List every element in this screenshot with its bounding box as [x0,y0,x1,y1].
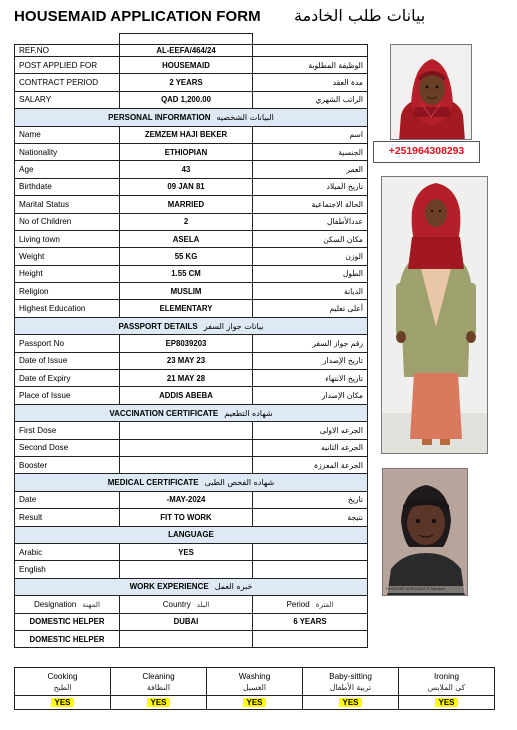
height-row [15,265,368,282]
medical-result-row [15,509,368,526]
field-label-ar: تاريخ الإصدار [253,352,368,369]
skill-ironing-value: YES [435,698,457,707]
contract-label-ar: مدة العقد [253,74,368,91]
field-value: MARRIED [120,196,253,213]
english-row [15,561,368,578]
application-table [14,33,368,648]
field-label-ar: الديانة [253,283,368,300]
field-label-ar: الجنسية [253,143,368,160]
passport-title-ar: بيانات جواز السفر [203,321,264,331]
field-label-ar: تاريخ الانتهاء [253,370,368,387]
salary-label: SALARY [15,91,120,108]
field-value: 55 KG [120,248,253,265]
education-row [15,300,368,317]
work-period: 6 YEARS [253,613,368,630]
skill-washing-value: YES [243,698,265,707]
field-label: First Dose [15,422,120,439]
personal-title-ar: البيانات الشخصيه [216,112,274,122]
field-label-ar: الطول [253,265,368,282]
arabic-row [15,543,368,560]
skill-cleaning: Cleaning النظافة [111,668,207,696]
vaccination-title: VACCINATION CERTIFICATE [109,408,219,418]
field-value [120,456,253,473]
medical-date-row [15,491,368,508]
field-label-ar: الجرعه الاولى [253,422,368,439]
field-value: YES [120,543,253,560]
field-label: Place of Issue [15,387,120,404]
ref-label: REF.NO [15,45,120,57]
skills-labels-row [15,668,495,696]
field-label-ar: رقم جواز السفر [253,335,368,352]
salary-value: QAD 1,200.00 [120,91,253,108]
field-label: Booster [15,456,120,473]
vaccination-section-header [15,404,368,421]
field-value: 2 [120,213,253,230]
contract-row [15,74,368,91]
field-label-ar: الجرعة المعززة [253,456,368,473]
vaccination-title-ar: شهاده التطعيم [224,408,273,418]
field-label: Height [15,265,120,282]
skill-cooking-value: YES [51,698,73,707]
passport-photo-caption: PASSPORT APPLICANT'S Signature [386,587,446,591]
skills-values-row [15,696,495,710]
portrait-photo-image [391,45,472,140]
language-title: LANGUAGE [15,526,368,543]
field-label: Date of Expiry [15,370,120,387]
work-header-designation: Designation المهنة [15,596,120,613]
nationality-row [15,143,368,160]
work-header-period: Period الفترة [253,596,368,613]
expiry-date-row [15,370,368,387]
field-label-ar: تاريخ [253,491,368,508]
salary-row [15,91,368,108]
skill-cooking: Cooking الطبخ [15,668,111,696]
field-value: 09 JAN 81 [120,178,253,195]
full-body-photo [381,176,488,454]
field-label: Second Dose [15,439,120,456]
field-label-ar: مكان السكن [253,230,368,247]
children-row [15,213,368,230]
field-label-ar: الحالة الاجتماعية [253,196,368,213]
field-value: 23 MAY 23 [120,352,253,369]
field-value [120,561,253,578]
work-period [253,630,368,647]
field-value: ASELA [120,230,253,247]
field-value: EP8039203 [120,335,253,352]
field-label-ar: العمر [253,161,368,178]
ref-value: AL-EEFA/464/24 [120,45,253,57]
skill-baby-sitting: Baby-sitting تربية الأطفال [303,668,399,696]
field-label-ar: نتيجة [253,509,368,526]
field-label: Highest Education [15,300,120,317]
field-label: Passport No [15,335,120,352]
field-label: Result [15,509,120,526]
contract-label: CONTRACT PERIOD [15,74,120,91]
field-label: Nationality [15,143,120,160]
contract-value: 2 YEARS [120,74,253,91]
personal-section-header [15,109,368,126]
post-label-ar: الوظيفة المطلوبة [253,57,368,74]
skill-cleaning-value: YES [147,698,169,707]
passport-title: PASSPORT DETAILS [118,321,198,331]
field-label: Age [15,161,120,178]
second-dose-row [15,439,368,456]
portrait-photo [390,44,472,140]
skill-ironing: Ironing كى الملابس [399,668,495,696]
form-title-arabic: بيانات طلب الخادمة [294,6,426,25]
field-label: Weight [15,248,120,265]
age-row [15,161,368,178]
ref-row [15,45,368,57]
work-header-row [15,596,368,613]
religion-row [15,283,368,300]
language-section-header [15,526,368,543]
work-title-ar: خبره العمل [214,582,253,592]
post-label: POST APPLIED FOR [15,57,120,74]
field-label: Marital Status [15,196,120,213]
field-value: 43 [120,161,253,178]
birthdate-row [15,178,368,195]
field-value: ZEMZEM HAJI BEKER [120,126,253,143]
issue-place-row [15,387,368,404]
work-country [120,630,253,647]
field-label: Date [15,491,120,508]
field-value: 21 MAY 28 [120,370,253,387]
field-label-ar: مكان الإصدار [253,387,368,404]
field-label: No of Children [15,213,120,230]
field-label-ar: عددالأطفال [253,213,368,230]
weight-row [15,248,368,265]
field-label-ar: أعلى تعليم [253,300,368,317]
field-value: MUSLIM [120,283,253,300]
post-value: HOUSEMAID [120,57,253,74]
field-value [120,439,253,456]
field-label: Living town [15,230,120,247]
passport-photo-image [383,469,468,596]
field-label: Name [15,126,120,143]
medical-title: MEDICAL CERTIFICATE [107,478,199,488]
field-label-ar: الوزن [253,248,368,265]
skills-table [14,667,495,710]
field-value: FIT TO WORK [120,509,253,526]
town-row [15,230,368,247]
post-row [15,57,368,74]
field-value: -MAY-2024 [120,491,253,508]
first-dose-row [15,422,368,439]
skill-washing: Washing الغسيل [207,668,303,696]
field-value [120,422,253,439]
work-title: WORK EXPERIENCE [129,582,209,592]
issue-date-row [15,352,368,369]
field-value: 1.55 CM [120,265,253,282]
full-body-photo-image [382,177,488,454]
medical-title-ar: شهاده الفحص الطبى [204,478,275,488]
field-label: Date of Issue [15,352,120,369]
salary-label-ar: الراتب الشهري [253,91,368,108]
passport-section-header [15,317,368,334]
field-label-ar: الجرعه الثانيه [253,439,368,456]
marital-row [15,196,368,213]
booster-row [15,456,368,473]
form-title: HOUSEMAID APPLICATION FORM [14,8,261,25]
work-section-header [15,578,368,595]
phone-number: +251964308293 [373,141,480,163]
work-row [15,613,368,630]
passport-photo [382,468,468,596]
work-designation: DOMESTIC HELPER [15,630,120,647]
field-label: Arabic [15,543,120,560]
field-value: ELEMENTARY [120,300,253,317]
top-spacer-row [15,34,368,45]
field-value: ADDIS ABEBA [120,387,253,404]
field-label-ar: اسم [253,126,368,143]
work-country: DUBAI [120,613,253,630]
work-designation: DOMESTIC HELPER [15,613,120,630]
personal-title: PERSONAL INFORMATION [108,112,211,122]
field-label-ar: تاريخ الميلاد [253,178,368,195]
skill-baby-sitting-value: YES [339,698,361,707]
name-row [15,126,368,143]
field-value: ETHIOPIAN [120,143,253,160]
medical-section-header [15,474,368,491]
work-header-country: Country البلد [120,596,253,613]
field-label: Religion [15,283,120,300]
field-label: English [15,561,120,578]
field-label: Birthdate [15,178,120,195]
work-row [15,630,368,647]
passport-no-row [15,335,368,352]
